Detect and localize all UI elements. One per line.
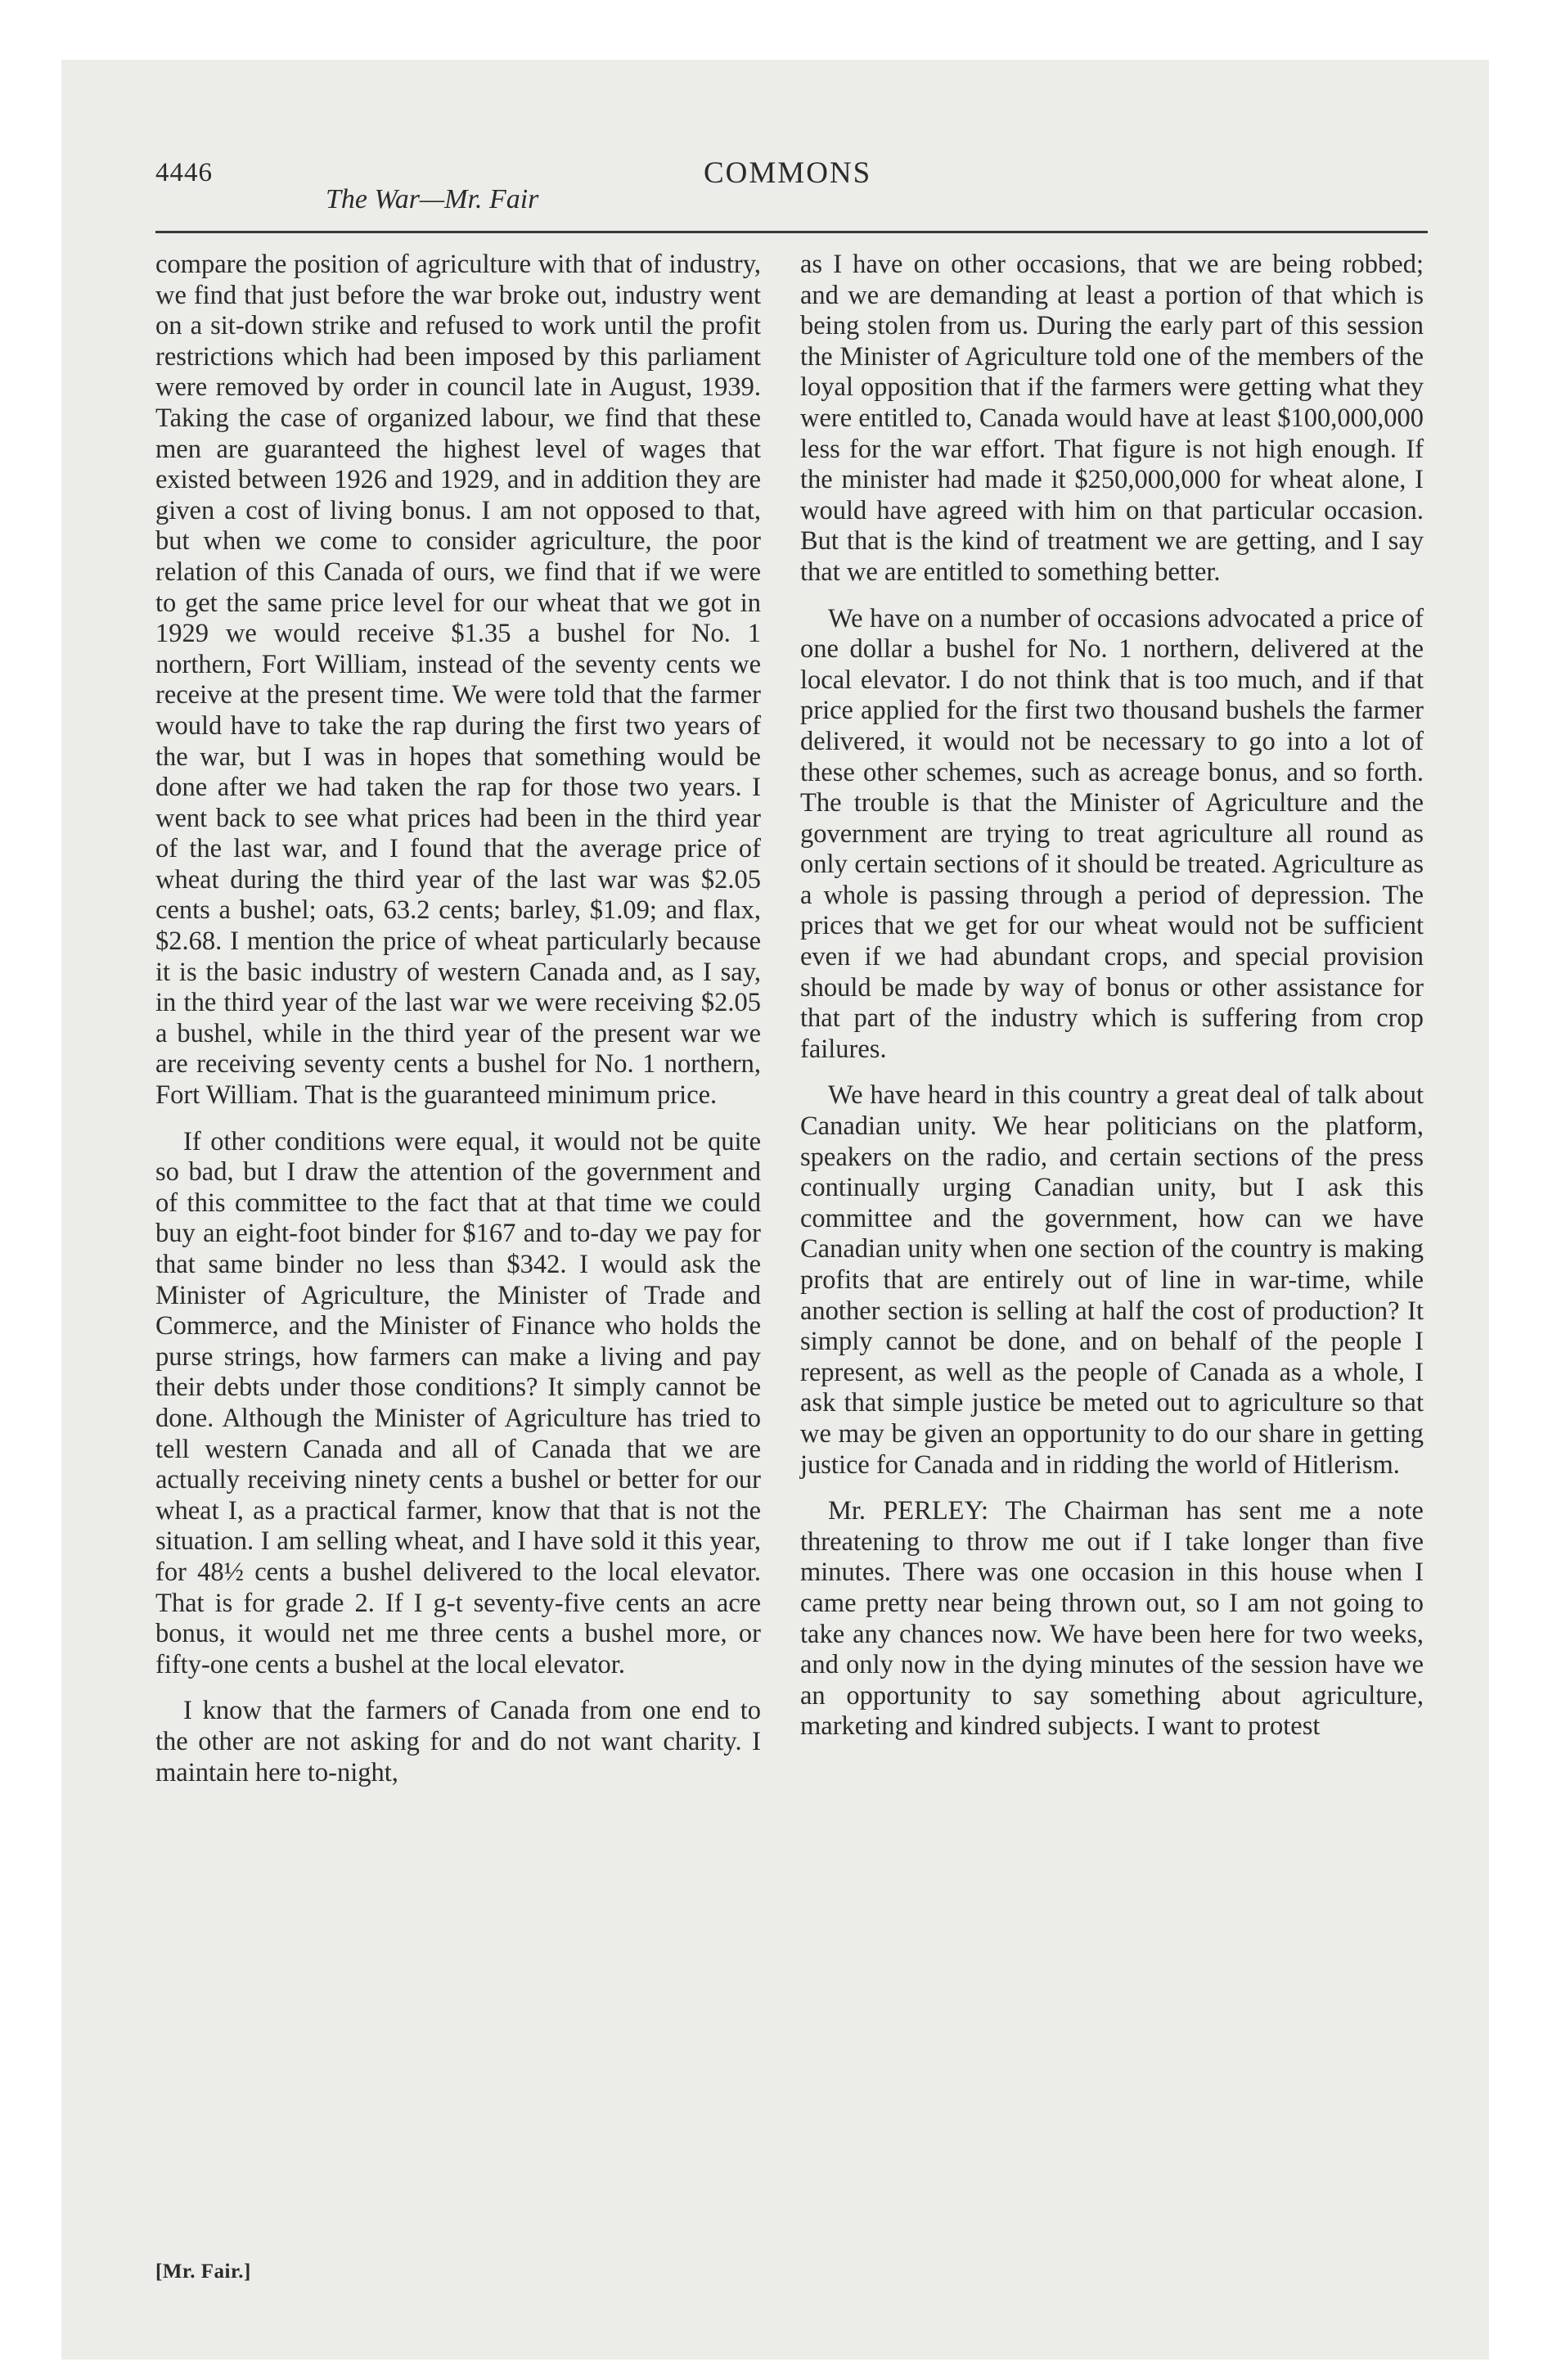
header-rule: [155, 231, 1428, 233]
chamber-heading: COMMONS: [704, 156, 872, 190]
right-column: [800, 250, 1424, 1758]
paragraph: We have on a number of occasions advocated a price of one dollar a bushel for No. 1 northern, delivered at the local elevator. I do not think that is too much, and if that price applied for the first two thousand bushels the farmer delivered, it would not be necessary to go into a lot of these other schemes, such as acreage bonus, and so forth. The trouble is that the Minister of Agriculture and the government are trying to treat agriculture all round as only certain sections of it should be treated. Agriculture as a whole is passing through a period of depression. The prices that we get for our wheat would not be sufficient even if we had abundant crops, and special provision should be made by way of bonus or other assistance for that part of the industry which is suffering from crop failures.: [800, 603, 1424, 1064]
running-title: The War—Mr. Fair: [326, 184, 539, 214]
paragraph: as I have on other occasions, that we are being robbed; and we are demanding at least a portion of that which is being stolen from us. During the early part of this session the Minister of Agriculture told one of the members of the loyal opposition that if the farmers were getting what they were entitled to, Canada would have at least $100,000,000 less for the war effort. That figure is not high enough. If the minister had made it $250,000,000 for wheat alone, I would have agreed with him on that particular occasion. But that is the kind of treatment we are getting, and I say that we are entitled to something better.: [800, 250, 1424, 587]
left-column: [155, 250, 761, 1804]
paragraph: If other conditions were equal, it would not be quite so bad, but I draw the attention of the government and of this committee to the fact that at that time we could buy an eight-foot binder for $167 and to-day we pay for that same binder no less than $342. I would ask the Minister of Agriculture, the Minister of Trade and Commerce, and the Minister of Finance who holds the purse strings, how farmers can make a living and pay their debts under those conditions? It simply cannot be done. Although the Minister of Agriculture has tried to tell western Canada and all of Canada that we are actually receiving ninety cents a bushel or better for our wheat I, as a practical farmer, know that that is not the situation. I am selling wheat, and I have sold it this year, for 48½ cents a bushel delivered to the local elevator. That is for grade 2. If I g-t seventy-five cents an acre bonus, it would net me three cents a bushel more, or fifty-one cents a bushel at the local elevator.: [155, 1126, 761, 1679]
speaker-marker: [Mr. Fair.]: [155, 2261, 251, 2283]
page-number: 4446: [155, 158, 213, 187]
paragraph: Mr. PERLEY: The Chairman has sent me a note threatening to throw me out if I take longer than five minutes. There was one occasion in this house when I came pretty near being thrown out, so I am not going to take any chances now. We have been here for two weeks, and only now in the dying minutes of the session have we an opportunity to say something about agriculture, marketing and kindred subjects. I want to protest: [800, 1496, 1424, 1742]
paragraph: compare the position of agriculture with that of industry, we find that just before the war broke out, industry went on a sit-down strike and refused to work until the profit restrictions which had been imposed by this parliament were removed by order in council late in August, 1939. Taking the case of organized labour, we find that these men are guaranteed the highest level of wages that existed between 1926 and 1929, and in addition they are given a cost of living bonus. I am not opposed to that, but when we come to consider agriculture, the poor relation of this Canada of ours, we find that if we were to get the same price level for our wheat that we got in 1929 we would receive $1.35 a bushel for No. 1 northern, Fort William, instead of the seventy cents we receive at the present time. We were told that the farmer would have to take the rap during the first two years of the war, but I was in hopes that something would be done after we had taken the rap for those two years. I went back to see what prices had been in the third year of the last war, and I found that the average price of wheat during the third year of the last war was $2.05 cents a bushel; oats, 63.2 cents; barley, $1.09; and flax, $2.68. I mention the price of wheat particularly because it is the basic industry of western Canada and, as I say, in the third year of the last war we were receiving $2.05 a bushel, while in the third year of the present war we are receiving seventy cents a bushel for No. 1 northern, Fort William. That is the guaranteed minimum price.: [155, 250, 761, 1111]
paragraph: We have heard in this country a great deal of talk about Canadian unity. We hear politicians on the platform, speakers on the radio, and certain sections of the press continually urging Canadian unity, but I ask this committee and the government, how can we have Canadian unity when one section of the country is making profits that are entirely out of line in war-time, while another section is selling at half the cost of production? It simply cannot be done, and on behalf of the people I represent, as well as the people of Canada as a whole, I ask that simple justice be meted out to agriculture so that we may be given an opportunity to do our share in getting justice for Canada and in ridding the world of Hitlerism.: [800, 1080, 1424, 1480]
paragraph: I know that the farmers of Canada from one end to the other are not asking for and do not want charity. I maintain here to-night,: [155, 1696, 761, 1787]
